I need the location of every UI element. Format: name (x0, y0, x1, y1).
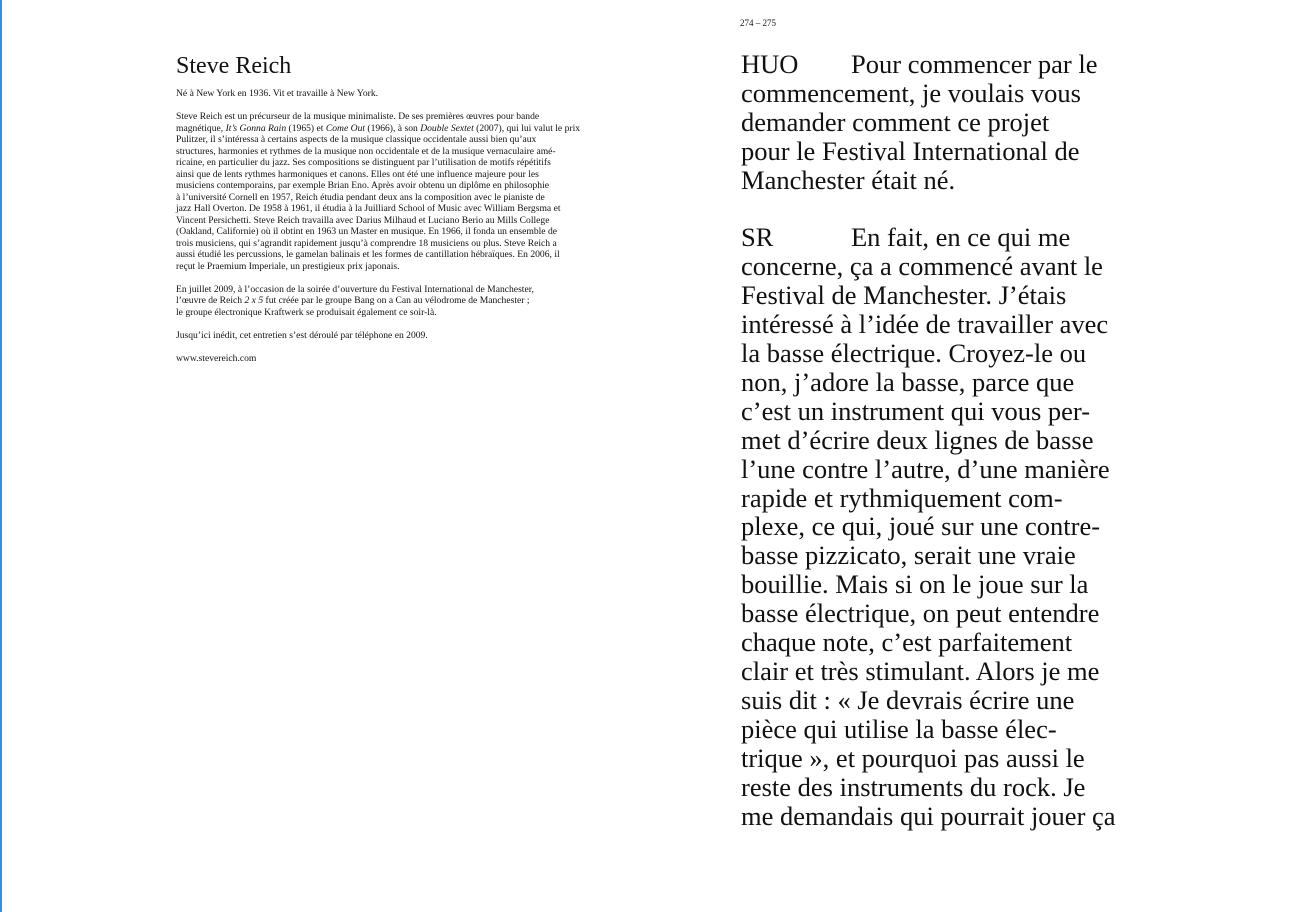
window-left-edge (0, 0, 2, 912)
line-text: met d’écrire deux lignes de basse (741, 424, 1094, 455)
interview-line (741, 79, 1116, 108)
interview-line (741, 281, 1116, 310)
artist-name: Steve Reich (176, 53, 292, 79)
bio-line: à l’université Cornell en 1957, Reich étudia pendant deux ans la composition avec le pianiste de (176, 191, 545, 203)
line-text: Manchester était né. (741, 164, 956, 195)
line-text: clair et très stimulant. Alors je me (741, 656, 1100, 687)
interview-line (741, 686, 1116, 715)
line-text: rapide et rythmiquement com- (741, 482, 1063, 513)
text: (2007), qui lui valut le prix (473, 122, 581, 134)
bio-line: (Oakland, Californie) où il obtint en 1963 un Master en musique. En 1966, il fonda un ensemble de (176, 226, 558, 237)
interview-line (741, 484, 1116, 513)
interview-line (741, 744, 1116, 773)
event-paragraph (176, 284, 576, 319)
interview-line (741, 223, 1116, 252)
interview-line (741, 137, 1116, 166)
line-text: reste des instruments du rock. Je (741, 771, 1086, 802)
interview-line (741, 252, 1116, 281)
line-text: basse électrique, on peut entendre (741, 598, 1100, 629)
line-text: c’est un instrument qui vous per- (741, 395, 1091, 426)
work-title: Come Out (325, 122, 366, 134)
text: (1966), à son (365, 122, 421, 134)
line-text: concerne, ça a commencé avant le (741, 251, 1103, 282)
bio-line: musiciens contemporains, par exemple Brian Eno. Après avoir obtenu un diplôme en philosophie (176, 180, 550, 191)
right-page-interview (741, 50, 1116, 859)
interview-line (741, 715, 1116, 744)
line-text: Festival de Manchester. J’étais (741, 280, 1067, 311)
bio-line: aussi étudié les percussions, le gamelan balinais et les formes de cantillation hébraïques. En 2006, il (176, 249, 560, 260)
line-text: la basse électrique. Croyez-le ou (741, 338, 1087, 369)
bio-line: structures, harmonies et rythmes de la musique non occidentale et de la musique vernaculaire amé- (176, 145, 556, 157)
bio-line (176, 122, 581, 135)
text: fut créée par le groupe Bang on a Can au vélodrome de Manchester ; (263, 295, 530, 306)
left-page (176, 52, 581, 376)
line-text: l’une contre l’autre, d’une manière (741, 453, 1110, 484)
artist-intro: Né à New York en 1936. Vit et travaille à New York. (176, 88, 379, 99)
bio-line: Steve Reich est un précurseur de la musique minimaliste. De ses premières œuvres pour bande (176, 111, 540, 122)
event-line: le groupe électronique Kraftwerk se produisait également ce soir-là. (176, 306, 437, 318)
work-title: It’s Gonna Rain (225, 122, 287, 134)
line-text: Pour commencer par le (851, 49, 1098, 79)
line-text: bouillie. Mais si on le joue sur la (741, 569, 1089, 600)
interview-line (741, 455, 1116, 484)
line-text: En fait, en ce qui me (851, 222, 1071, 253)
line-text: trique », et pourquoi pas aussi le (741, 742, 1085, 773)
event-line: En juillet 2009, à l’occasion de la soirée d’ouverture du Festival International de Manchester, (176, 283, 534, 295)
line-text: basse pizzicato, serait une vraie (741, 540, 1076, 571)
interview-line (741, 166, 1116, 195)
event-line (176, 295, 576, 307)
bio-line: Pulitzer, il s’intéressa à certains aspects de la musique classique occidentale aussi bien qu’aux (176, 134, 537, 145)
question-block (741, 50, 1116, 195)
line-text: demander comment ce projet (741, 106, 1050, 137)
text: magnétique, (176, 122, 226, 134)
line-text: intéressé à l’idée de travailler avec (741, 309, 1109, 340)
interview-line (741, 310, 1116, 339)
bio-line: ricaine, en particulier du jazz. Ses compositions se distinguent par l’utilisation de motifs répétitifs (176, 157, 551, 168)
artist-biography (176, 111, 581, 272)
speaker-label: SR (741, 222, 774, 253)
line-text: chaque note, c’est parfaitement (741, 627, 1073, 658)
line-text: pièce qui utilise la basse élec- (741, 713, 1057, 744)
interview-line (741, 368, 1116, 397)
bio-line: reçut le Praemium Imperiale, un prestigieux prix japonais. (176, 260, 400, 272)
line-text: plexe, ce qui, joué sur une contre- (741, 511, 1101, 542)
bio-line: trois musiciens, qui s’agrandit rapidement jusqu’à comprendre 18 musiciens ou plus. Steve Reich a (176, 237, 557, 249)
interview-line (741, 512, 1116, 541)
interview-line (741, 570, 1116, 599)
interview-line (741, 397, 1116, 426)
interview-line (741, 50, 1116, 79)
interview-line (741, 339, 1116, 368)
line-text: commencement, je voulais vous (741, 77, 1081, 108)
bio-line: jazz Hall Overton. De 1958 à 1961, il étudia à la Juilliard School of Music avec William Bergsma et (176, 203, 561, 214)
work-title: Double Sextet (420, 122, 474, 134)
text: l’œuvre de Reich (176, 295, 245, 306)
interview-line (741, 426, 1116, 455)
page-numbers: 274 – 275 (740, 18, 776, 28)
line-text: pour le Festival International de (741, 135, 1080, 166)
line-text: suis dit : « Je devrais écrire une (741, 684, 1075, 715)
interview-line (741, 108, 1116, 137)
interview-line (741, 657, 1116, 686)
text: (1965) et (286, 122, 326, 134)
interview-note: Jusqu’ici inédit, cet entretien s’est déroulé par téléphone en 2009. (176, 329, 428, 341)
line-text: non, j’adore la basse, parce que (741, 366, 1075, 397)
work-title: 2 x 5 (244, 295, 264, 306)
speaker-label: HUO (741, 49, 799, 79)
interview-line (741, 773, 1116, 802)
interview-line (741, 541, 1116, 570)
interview-line (741, 628, 1116, 657)
answer-block (741, 223, 1116, 830)
bio-line: Vincent Persichetti. Steve Reich travailla avec Darius Milhaud et Luciano Berio au Mills College (176, 214, 550, 226)
website-link[interactable]: www.stevereich.com (176, 352, 257, 364)
bio-line: ainsi que de lents rythmes harmoniques et canons. Elles ont été une influence majeure pour les (176, 168, 539, 180)
line-text: me demandais qui pourrait jouer ça (741, 800, 1116, 831)
interview-line (741, 802, 1116, 831)
interview-line (741, 599, 1116, 628)
